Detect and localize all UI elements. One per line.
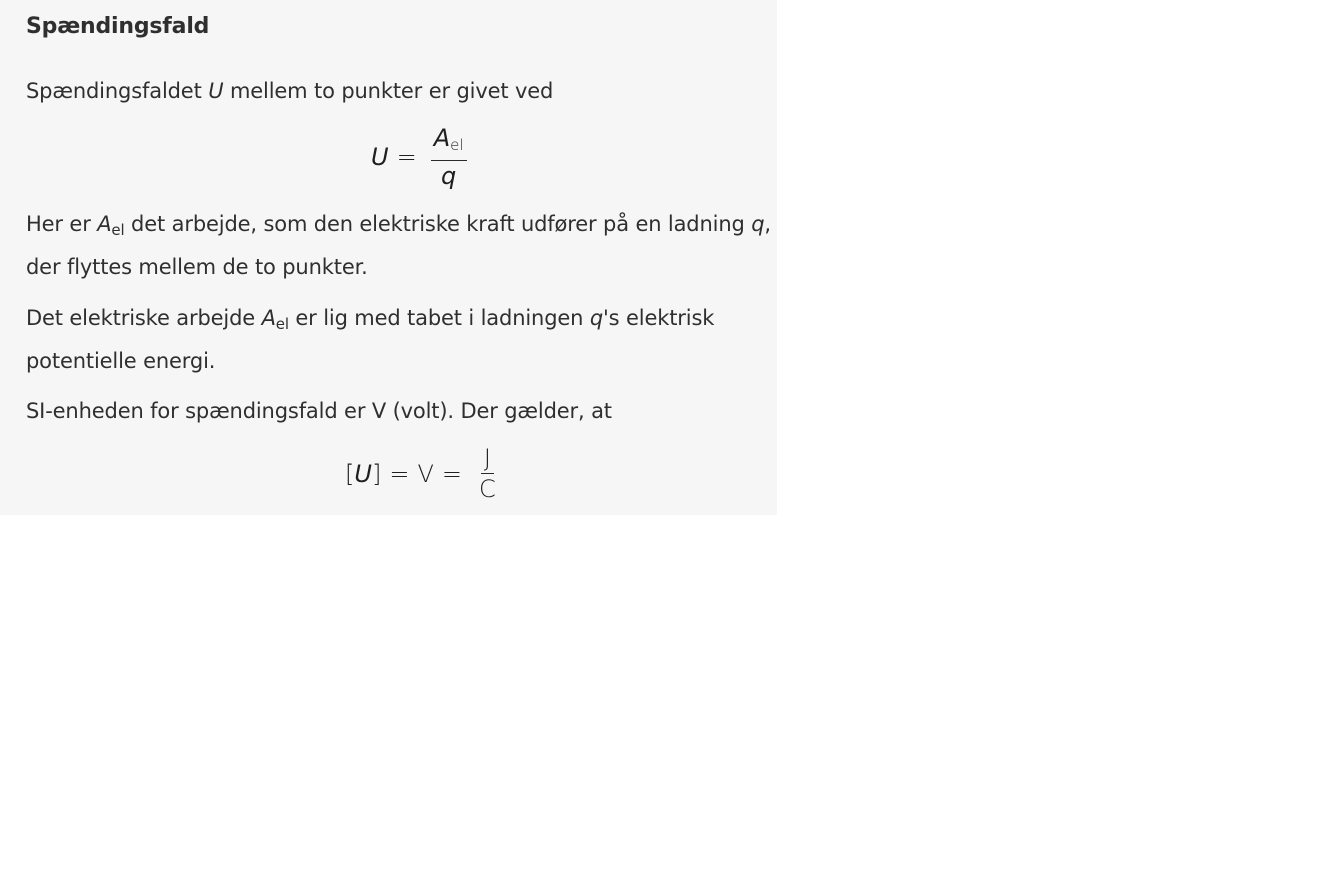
math-variable: A [261, 306, 276, 330]
paragraph-definition [26, 73, 771, 110]
math-variable: U [354, 459, 372, 488]
paragraph-energy [26, 300, 771, 379]
text-span: Spændingsfaldet [26, 79, 209, 103]
math-subscript: el [275, 315, 289, 333]
equation-unit [345, 445, 499, 502]
text-span: er lig med tabet i ladningen [288, 306, 590, 330]
text-span: 's elektrisk potentielle energi. [26, 306, 715, 373]
math-subscript: el [111, 221, 125, 239]
text-span: Det elektriske arbejde [26, 306, 262, 330]
fraction-denominator: q [440, 162, 457, 190]
math-variable: A [433, 124, 451, 152]
paragraph-work-explanation [26, 206, 771, 285]
paragraph-si-unit: SI-enheden for spændingsfald er V (volt). Der gælder, at [26, 399, 612, 423]
math-variable: A [97, 212, 112, 236]
math-variable: U [208, 79, 224, 103]
math-operator: = [389, 459, 410, 488]
math-bracket: ] [371, 459, 382, 488]
math-unit: V [417, 459, 434, 488]
text-span: , der flyttes mellem de to punkter. [26, 212, 771, 279]
math-fraction [431, 125, 467, 189]
content-card [0, 0, 777, 515]
math-subscript: el [450, 136, 464, 154]
math-variable: q [751, 212, 765, 236]
text-span: Her er [26, 212, 98, 236]
math-bracket: [ [345, 459, 355, 488]
math-variable: q [589, 306, 604, 330]
fraction-numerator: J [481, 445, 494, 474]
math-operator: = [441, 459, 462, 488]
section-heading: Spændingsfald [26, 14, 210, 39]
math-operator: = [396, 143, 417, 171]
math-fraction [476, 445, 499, 502]
math-variable: U [371, 143, 389, 171]
text-span: mellem to punkter er givet ved [223, 79, 554, 103]
fraction-numerator [431, 125, 467, 161]
fraction-denominator: C [478, 475, 496, 503]
text-span: det arbejde, som den elektriske kraft udfører på en ladning [124, 212, 752, 236]
equation-voltage [371, 125, 467, 189]
